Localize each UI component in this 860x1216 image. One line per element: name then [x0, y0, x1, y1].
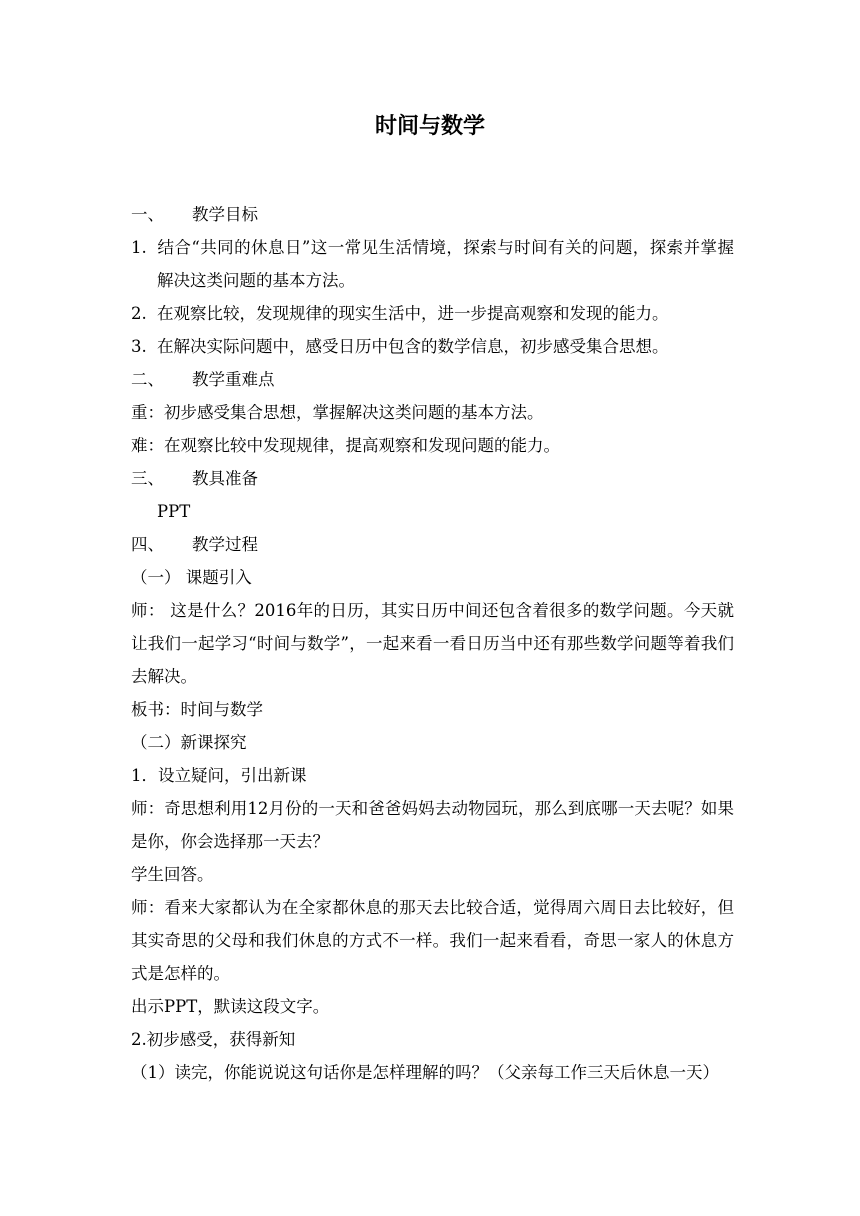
document-title: 时间与数学 [374, 114, 485, 139]
section-heading-process [131, 528, 734, 561]
section-title: 教学过程 [192, 535, 258, 554]
teacher-paragraph-question: 师：奇思想利用12月份的一天和爸爸妈妈去动物园玩，那么到底哪一天去呢？如果是你，你会选择那一天去？ [131, 799, 734, 851]
step-heading-1: 1．设立疑问，引出新课 [131, 766, 307, 785]
step-heading-2: 2.初步感受，获得新知 [131, 1030, 296, 1049]
section-heading-goals [131, 198, 734, 231]
show-ppt-text: 出示PPT，默读这段文字。 [131, 997, 330, 1016]
step2-question-1: （1）读完，你能说说这句话你是怎样理解的吗？（父亲每工作三天后休息一天） [131, 1063, 719, 1082]
document-body [131, 198, 734, 1089]
goal-text: 在观察比较，发现规律的现实生活中，进一步提高观察和发现的能力。 [157, 304, 669, 323]
section-title: 教学目标 [192, 205, 258, 224]
section-number: 三、 [131, 469, 164, 488]
key-point-text: 重：初步感受集合思想，掌握解决这类问题的基本方法。 [131, 403, 544, 422]
section-title: 教具准备 [192, 469, 258, 488]
goal-text: 结合“共同的休息日”这一常见生活情境，探索与时间有关的问题，探索并掌握解决这类问题的基本方法。 [157, 238, 734, 290]
goal-item-3 [131, 330, 734, 363]
teacher-paragraph-explain: 师：看来大家都认为在全家都休息的那天去比较合适，觉得周六周日去比较好，但其实奇思的父母和我们休息的方式不一样。我们一起来看看，奇思一家人的休息方式是怎样的。 [131, 898, 734, 983]
subsection-heading-new-lesson: （二）新课探究 [131, 733, 247, 752]
list-number: 1. [131, 238, 147, 257]
subsection-heading-intro: （一） 课题引入 [131, 568, 252, 587]
section-title: 教学重难点 [192, 370, 275, 389]
goal-item-2 [131, 297, 734, 330]
section-heading-materials [131, 462, 734, 495]
section-number: 一、 [131, 205, 164, 224]
list-number: 3. [131, 337, 147, 356]
section-number: 四、 [131, 535, 164, 554]
goal-item-1 [131, 231, 734, 297]
list-number: 2. [131, 304, 147, 323]
section-number: 二、 [131, 370, 164, 389]
materials-text: PPT [157, 502, 191, 521]
board-writing: 板书：时间与数学 [131, 700, 263, 719]
student-answer: 学生回答。 [131, 865, 214, 884]
goal-text: 在解决实际问题中，感受日历中包含的数学信息，初步感受集合思想。 [157, 337, 669, 356]
teacher-paragraph-intro: 师： 这是什么？2016年的日历，其实日历中间还包含着很多的数学问题。今天就让我们一起学习“时间与数学”，一起来看一看日历当中还有那些数学问题等着我们去解决。 [131, 601, 734, 686]
section-heading-key-points [131, 363, 734, 396]
difficulty-text: 难：在观察比较中发现规律，提高观察和发现问题的能力。 [131, 436, 560, 455]
